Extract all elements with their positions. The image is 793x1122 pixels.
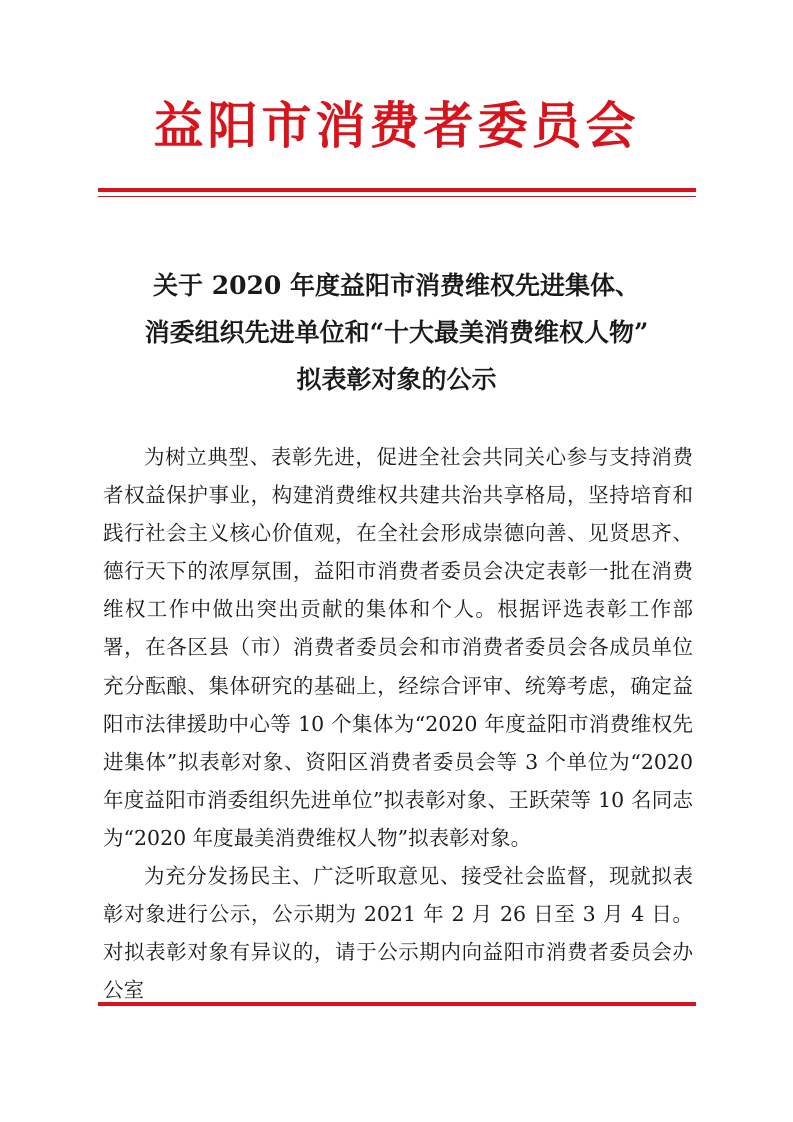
header-rule-thick [98,188,696,192]
title-line-1: 关于 2020 年度益阳市消费维权先进集体、 [153,271,640,300]
document-body [103,438,693,1009]
body-paragraph-1: 为树立典型、表彰先进，促进全社会共同关心参与支持消费者权益保护事业，构建消费维权共建共治共享格局，坚持培育和践行社会主义核心价值观，在全社会形成崇德向善、见贤思齐、德行天下的浓厚氛围，益阳市消费者委员会决定表彰一批在消费维权工作中做出突出贡献的集体和个人。根据评选表彰工作部署，在各区县（市）消费者委员会和市消费者委员会各成员单位充分酝酿、集体研究的基础上，经综合评审、统筹考虑，确定益阳市法律援助中心等 10 个集体为“2020 年度益阳市消费维权先进集体”拟表彰对象、资阳区消费者委员会等 3 个单位为“2020 年度益阳市消委组织先进单位”拟表彰对象、王跃荣等 10 名同志为“2020 年度最美消费维权人物”拟表彰对象。 [103,445,693,850]
header-rule-thin [98,196,696,197]
organization-header: 益阳市消费者委员会 [153,96,640,155]
title-line-3: 拟表彰对象的公示 [296,365,497,394]
body-paragraph-2: 为充分发扬民主、广泛听取意见、接受社会监督，现就拟表彰对象进行公示，公示期为 2021 年 2 月 26 日至 3 月 4 日。对拟表彰对象有异议的，请于公示期内向益阳市消费者委员会办公室 [103,864,693,1003]
footer-rule [98,1002,696,1006]
document-title [70,262,723,403]
title-line-2: 消委组织先进单位和“十大最美消费维权人物” [144,318,649,347]
